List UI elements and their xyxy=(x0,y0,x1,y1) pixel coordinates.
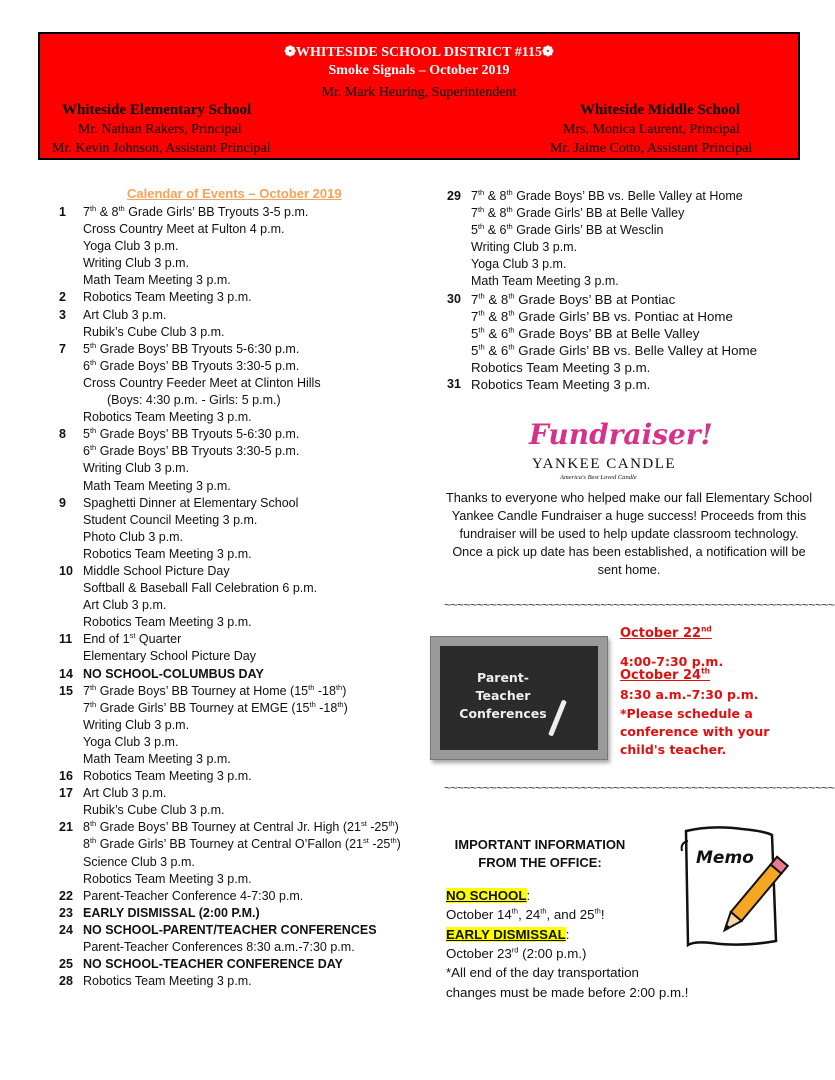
calendar-event: Math Team Meeting 3 p.m. xyxy=(83,478,231,493)
calendar-event: (Boys: 4:30 p.m. - Girls: 5 p.m.) xyxy=(107,393,281,408)
calendar-day xyxy=(59,495,401,563)
day-number: 21 xyxy=(59,820,73,835)
calendar-event: 7th Grade Boys’ BB Tourney at Home (15th -18th) xyxy=(83,682,347,698)
calendar-event: Spaghetti Dinner at Elementary School xyxy=(83,495,299,510)
calendar-event: 5th & 6th Grade Girls’ BB at Wesclin xyxy=(471,222,664,238)
calendar-event: Yoga Club 3 p.m. xyxy=(83,734,179,749)
calendar-day xyxy=(59,905,401,922)
day-number: 28 xyxy=(59,974,73,989)
calendar-event: 6th Grade Boys’ BB Tryouts 3:30-5 p.m. xyxy=(83,357,300,373)
yankee-candle-logo: YANKEE CANDLE xyxy=(532,456,677,472)
day-number: 9 xyxy=(59,495,66,510)
middle-principal: Mrs. Monica Laurent, Principal xyxy=(563,122,740,137)
day-number: 24 xyxy=(59,922,73,937)
calendar-event: Cross Country Feeder Meet at Clinton Hills xyxy=(83,375,321,390)
calendar-event: Softball & Baseball Fall Celebration 6 p.m. xyxy=(83,581,318,596)
day-number: 31 xyxy=(447,377,461,392)
calendar-event: Robotics Team Meeting 3 p.m. xyxy=(83,974,252,989)
superintendent: Mr. Mark Heuring, Superintendent xyxy=(321,85,517,100)
day-number: 15 xyxy=(59,683,73,698)
calendar-event: Middle School Picture Day xyxy=(83,563,230,578)
calendar-event: EARLY DISMISSAL (2:00 P.M.) xyxy=(83,905,260,920)
calendar-event: End of 1st Quarter xyxy=(83,631,182,647)
calendar-event: Robotics Team Meeting 3 p.m. xyxy=(83,871,252,886)
day-number: 25 xyxy=(59,957,73,972)
calendar-event: Student Council Meeting 3 p.m. xyxy=(83,512,258,527)
calendar-event: Art Club 3 p.m. xyxy=(83,307,167,322)
calendar-event: Robotics Team Meeting 3 p.m. xyxy=(83,615,252,630)
calendar-event: 5th & 6th Grade Boys’ BB at Belle Valley xyxy=(471,325,700,341)
calendar-event: 8th Grade Girls’ BB Tourney at Central O’Fallon (21st -25th) xyxy=(83,836,401,852)
middle-assistant-principal: Mr. Jaime Cotto, Assistant Principal xyxy=(550,141,753,156)
calendar-day xyxy=(59,973,401,990)
calendar-event: Parent-Teacher Conference 4-7:30 p.m. xyxy=(83,888,304,903)
calendar-event: Writing Club 3 p.m. xyxy=(471,240,578,255)
calendar-day xyxy=(59,341,401,426)
conference-note-2: conference with your xyxy=(620,724,770,739)
calendar-event: 7th & 8th Grade Girls’ BB vs. Pontiac at Home xyxy=(471,308,733,324)
calendar-day xyxy=(59,785,401,819)
calendar-event: Writing Club 3 p.m. xyxy=(83,256,190,271)
calendar-event: NO SCHOOL-COLUMBUS DAY xyxy=(83,666,264,681)
calendar-event: Art Club 3 p.m. xyxy=(83,598,167,613)
day-number: 1 xyxy=(59,205,66,219)
office-info-title: IMPORTANT INFORMATION FROM THE OFFICE: xyxy=(454,837,626,870)
conference-date-1: October 22nd xyxy=(620,624,712,641)
calendar-event: Cross Country Meet at Fulton 4 p.m. xyxy=(83,222,285,237)
calendar-event: Science Club 3 p.m. xyxy=(83,854,195,869)
early-dismissal-heading: EARLY DISMISSAL: xyxy=(446,927,570,942)
calendar-event: 5th Grade Boys’ BB Tryouts 5-6:30 p.m. xyxy=(83,426,300,442)
conference-date-2: October 24th xyxy=(620,666,710,683)
calendar-event: Robotics Team Meeting 3 p.m. xyxy=(471,359,651,375)
calendar-event: NO SCHOOL-PARENT/TEACHER CONFERENCES xyxy=(83,922,377,937)
calendar-left-column xyxy=(59,204,401,990)
calendar-day xyxy=(59,563,401,631)
calendar-event: 7th & 8th Grade Boys’ BB vs. Belle Valley at Home xyxy=(471,187,743,203)
elementary-school-name: Whiteside Elementary School xyxy=(62,102,252,118)
calendar-event: Math Team Meeting 3 p.m. xyxy=(471,274,619,289)
day-number: 8 xyxy=(59,427,66,442)
chalkboard-image xyxy=(430,636,608,760)
day-number: 29 xyxy=(447,189,461,203)
memo-label: Memo xyxy=(696,848,754,868)
calendar-event: Math Team Meeting 3 p.m. xyxy=(83,273,231,288)
day-number: 3 xyxy=(59,307,66,322)
calendar-event: 5th Grade Boys’ BB Tryouts 5-6:30 p.m. xyxy=(83,340,300,356)
calendar-day xyxy=(447,291,757,376)
calendar-event: Math Team Meeting 3 p.m. xyxy=(83,752,231,766)
calendar-event: 5th & 6th Grade Girls’ BB vs. Belle Valley at Home xyxy=(471,342,757,358)
conference-time-2: 8:30 a.m.-7:30 p.m. xyxy=(620,687,759,702)
day-number: 23 xyxy=(59,905,73,920)
day-number: 17 xyxy=(59,786,73,801)
calendar-event: Yoga Club 3 p.m. xyxy=(83,239,179,254)
calendar-day xyxy=(59,819,401,887)
day-number: 11 xyxy=(59,632,73,647)
calendar-day xyxy=(59,204,401,289)
calendar-event: 6th Grade Boys’ BB Tryouts 3:30-5 p.m. xyxy=(83,443,300,459)
no-school-heading: NO SCHOOL: xyxy=(446,888,531,903)
newsletter-title: Smoke Signals – October 2019 xyxy=(328,63,510,78)
calendar-event: NO SCHOOL-TEACHER CONFERENCE DAY xyxy=(83,957,343,972)
district-title: ❁WHITESIDE SCHOOL DISTRICT #115❁ xyxy=(284,45,554,60)
calendar-event: Yoga Club 3 p.m. xyxy=(471,257,567,272)
calendar-day xyxy=(447,188,757,291)
office-note-1: *All end of the day transportation xyxy=(446,965,639,980)
calendar-event: Robotics Team Meeting 3 p.m. xyxy=(83,769,252,784)
calendar-event: 7th & 8th Grade Girls’ BB at Belle Valley xyxy=(471,204,685,221)
day-number: 2 xyxy=(59,290,66,305)
day-number: 14 xyxy=(59,666,73,681)
calendar-right-column xyxy=(447,188,757,393)
calendar-event: Robotics Team Meeting 3 p.m. xyxy=(83,410,252,425)
elementary-principal: Mr. Nathan Rakers, Principal xyxy=(78,122,242,137)
calendar-event: Writing Club 3 p.m. xyxy=(83,461,190,476)
chalkboard-text: Parent-Teacher Conferences xyxy=(459,670,547,721)
calendar-day xyxy=(59,307,401,341)
calendar-event: Photo Club 3 p.m. xyxy=(83,529,184,544)
calendar-event: Rubik’s Cube Club 3 p.m. xyxy=(83,324,225,339)
day-number: 7 xyxy=(59,341,66,356)
calendar-event: Robotics Team Meeting 3 p.m. xyxy=(83,546,252,561)
calendar-day xyxy=(59,631,401,665)
calendar-day xyxy=(59,683,401,768)
divider-2: ~~~~~~~~~~~~~~~~~~~~~~~~~~~~~~~~~~~~~~~~~~~~~~~~~~~~~~~~~~~~ xyxy=(444,781,835,795)
elementary-assistant-principal: Mr. Kevin Johnson, Assistant Principal xyxy=(52,141,271,156)
divider: ~~~~~~~~~~~~~~~~~~~~~~~~~~~~~~~~~~~~~~~~~~~~~~~~~~~~~~~~~~~~ xyxy=(444,598,835,612)
calendar-event: Rubik’s Cube Club 3 p.m. xyxy=(83,803,225,818)
calendar-event: Robotics Team Meeting 3 p.m. xyxy=(471,377,651,393)
day-number: 16 xyxy=(59,769,73,784)
calendar-event: 7th & 8th Grade Girls’ BB Tryouts 3-5 p.m. xyxy=(83,203,309,219)
conference-time-1: 4:00-7:30 p.m. xyxy=(620,654,724,669)
calendar-event: Parent-Teacher Conferences 8:30 a.m.-7:30 p.m. xyxy=(83,940,355,955)
conference-note-1: *Please schedule a xyxy=(620,706,753,721)
calendar-event: 7th Grade Girls’ BB Tourney at EMGE (15th -18th) xyxy=(83,699,348,715)
no-school-dates: October 14th, 24th, and 25th! xyxy=(446,906,605,922)
calendar-day xyxy=(59,289,401,306)
calendar-day xyxy=(59,888,401,905)
calendar-day xyxy=(59,768,401,785)
calendar-day xyxy=(59,922,401,956)
day-number: 10 xyxy=(59,563,73,578)
calendar-event: Elementary School Picture Day xyxy=(83,649,256,664)
fundraiser-text: Thanks to everyone who helped make our fall Elementary School Yankee Candle Fundraiser a huge success! Proceeds from this fundraiser will be used to help update classroom technology. Once a pick up date has been established, a notification will be sent home. xyxy=(445,491,813,577)
calendar-event: 8th Grade Boys’ BB Tourney at Central Jr. High (21st -25th) xyxy=(83,819,399,835)
day-number: 30 xyxy=(447,291,461,306)
calendar-event: 7th & 8th Grade Boys’ BB at Pontiac xyxy=(471,291,676,307)
fundraiser-title: Fundraiser! xyxy=(529,418,713,451)
middle-school-name: Whiteside Middle School xyxy=(580,102,741,118)
calendar-event: Robotics Team Meeting 3 p.m. xyxy=(83,290,252,305)
calendar-event: Art Club 3 p.m. xyxy=(83,786,167,801)
calendar-day xyxy=(59,426,401,494)
calendar-event: Writing Club 3 p.m. xyxy=(83,717,190,732)
office-note-2: changes must be made before 2:00 p.m.! xyxy=(446,985,689,1000)
conference-note-3: child's teacher. xyxy=(620,742,727,757)
calendar-day xyxy=(59,956,401,973)
newsletter-header xyxy=(38,32,800,160)
calendar-day xyxy=(59,666,401,683)
day-number: 22 xyxy=(59,888,73,903)
early-dismissal-date: October 23rd (2:00 p.m.) xyxy=(446,945,587,961)
yankee-candle-tagline: America's Best Loved Candle xyxy=(560,474,637,481)
memo-pencil-icon xyxy=(672,821,804,957)
calendar-day xyxy=(447,376,757,393)
calendar-title: Calendar of Events – October 2019 xyxy=(127,186,342,201)
